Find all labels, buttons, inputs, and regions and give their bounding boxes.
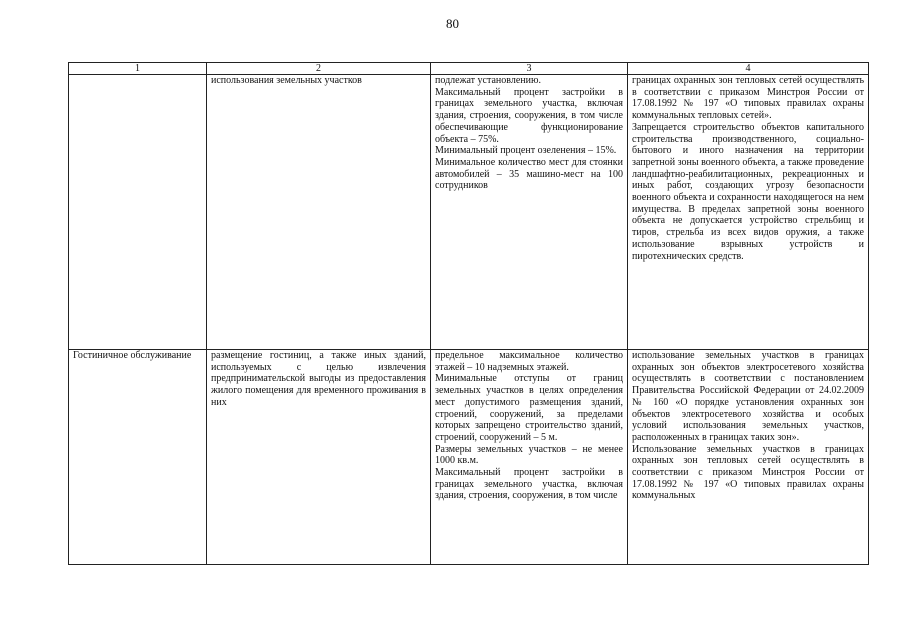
regulations-table [68, 62, 869, 565]
table-header-row [69, 63, 869, 75]
parameter-paragraph: подлежат установлению. [435, 75, 541, 86]
column-header-2: 2 [207, 63, 431, 75]
cell-parameters [431, 75, 628, 350]
parameter-paragraph: Минимальные отступы от границ земельных участков в целях определения мест допустимого размещения зданий, строений, сооружений, за пределами которых запрещено строительство зданий, строений, сооружений – 5 м. [435, 373, 623, 443]
restriction-paragraph: использование земельных участков в границах охранных зон объектов электросетевого хозяйства осуществлять в соответствии с постановлением Правительства Российской Федерации от 24.02.2009 № 160 «О порядке установления охранных зон объектов электросетевого хозяйства и особых условий использования земельных участков, расположенных в границах таких зон». [632, 350, 864, 443]
parameter-paragraph: Размеры земельных участков – не менее 1000 кв.м. [435, 443, 623, 467]
cell-restrictions [628, 350, 869, 565]
description-paragraph: размещение гостиниц, а также иных зданий, используемых с целью извлечения предпринимательской выгоды из предоставления жилого помещения для временного проживания в них [211, 350, 426, 408]
column-header-1: 1 [69, 63, 207, 75]
cell-restrictions [628, 75, 869, 350]
restriction-paragraph: границах охранных зон тепловых сетей осуществлять в соответствии с приказом Минстроя России от 17.08.1992 № 197 «О типовых правилах охраны коммунальных тепловых сетей». [632, 75, 864, 122]
page-number: 80 [446, 16, 459, 31]
restriction-paragraph: Использование земельных участков в границах охранных зон тепловых сетей осуществлять в соответствии с приказом Минстроя России от 17.08.1992 № 197 «О типовых правилах охраны коммунальных [632, 443, 864, 502]
parameter-paragraph: Минимальное количество мест для стоянки автомобилей – 35 машино-мест на 100 сотрудников [435, 156, 623, 192]
column-header-3: 3 [431, 63, 628, 75]
parameter-paragraph: Минимальный процент озеленения – 15%. [435, 145, 617, 157]
table-row [69, 350, 869, 565]
description-paragraph: использования земельных участков [211, 75, 362, 86]
cell-use-description [207, 350, 431, 565]
parameter-paragraph: Максимальный процент застройки в границах земельного участка, включая здания, строения, сооружения, в том числе обеспечивающие функционирование объекта – 75%. [435, 86, 623, 145]
column-header-4: 4 [628, 63, 869, 75]
parameter-paragraph: предельное максимальное количество этажей – 10 надземных этажей. [435, 350, 623, 373]
parameter-paragraph: Максимальный процент застройки в границах земельного участка, включая здания, строения, сооружения, в том числе [435, 467, 623, 502]
cell-parameters [431, 350, 628, 565]
use-name-text: Гостиничное обслуживание [73, 350, 192, 361]
cell-use-name [69, 75, 207, 350]
cell-use-name [69, 350, 207, 565]
restriction-paragraph: Запрещается строительство объектов капитального строительства производственного, социально-бытового и иного назначения на территории запретной зоны военного объекта, а также проведение ландшафтно-реабилитационных, рекреационных и иных работ, создающих угрозу безопасности военного объекта и сохранности находящегося на нем имущества. В пределах запретной зоны военного объекта не допускается устройство стрельбищ и тиров, стрельба из всех видов оружия, а также использование взрывных устройств и пиротехнических средств. [632, 121, 864, 262]
cell-use-description [207, 75, 431, 350]
table-row [69, 75, 869, 350]
